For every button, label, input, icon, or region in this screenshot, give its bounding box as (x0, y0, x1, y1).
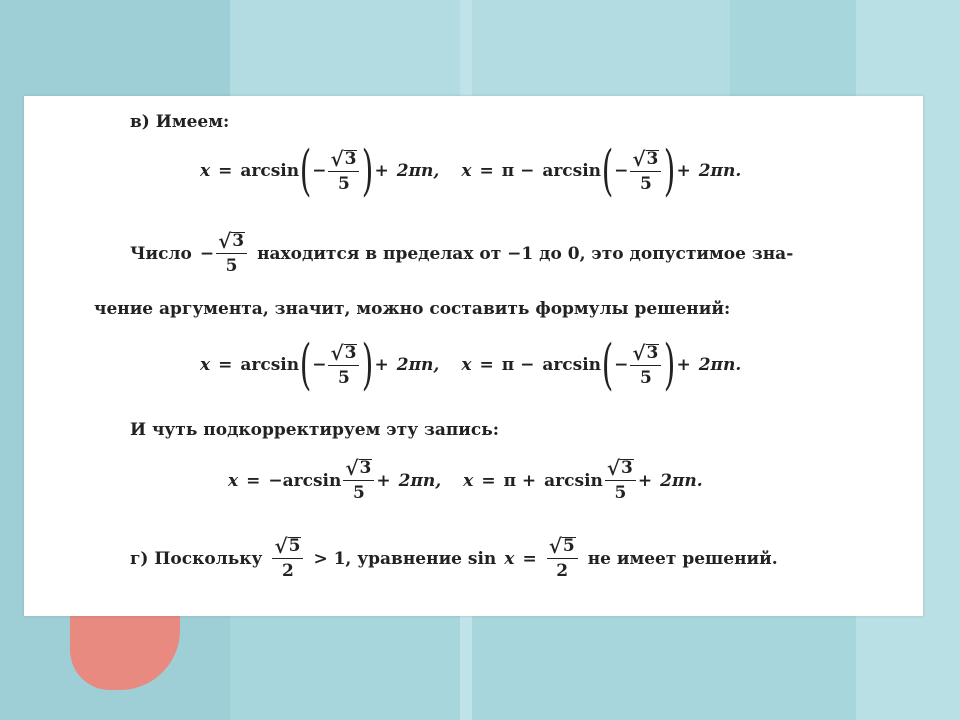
arcsin-fn: arcsin (240, 355, 300, 375)
left-paren: ( (299, 333, 312, 396)
eq-sign: = (218, 161, 233, 181)
plus-sign: + (637, 470, 653, 491)
g-gt-text: > 1, уравнение sin (313, 548, 497, 569)
denominator: 5 (338, 173, 350, 194)
arcsin-fn: arcsin (240, 161, 300, 181)
minus-sign: − (312, 355, 327, 375)
fraction-sqrt3-over-5: √ 3 5 (328, 343, 359, 388)
g-label: г) Поскольку (130, 548, 263, 569)
right-paren: ) (664, 139, 676, 202)
denominator: 2 (556, 561, 569, 581)
radicand: 5 (288, 536, 301, 557)
eq-sign: = (246, 470, 261, 491)
document-page (24, 96, 923, 616)
right-paren: ) (362, 139, 374, 202)
radicand: 3 (344, 148, 357, 169)
arcsin-fn: arcsin (542, 355, 602, 375)
eq-sign: = (479, 161, 494, 181)
left-paren: ( (601, 139, 614, 202)
plus-sign: + (676, 161, 691, 181)
var-x: x (200, 355, 211, 375)
var-x: x (461, 161, 472, 181)
pi-plus: π + (503, 470, 537, 491)
formula-row-3 (228, 458, 703, 503)
fraction-sqrt3-over-5: √ 3 5 (630, 343, 661, 388)
chislo-word: Число (130, 243, 192, 264)
var-x: x (504, 548, 515, 569)
arcsin-fn: arcsin (544, 470, 603, 491)
eq-sign: = (479, 355, 494, 375)
minus-sign: − (614, 355, 629, 375)
left-paren: ( (601, 333, 614, 396)
radicand: 3 (232, 231, 245, 252)
radicand: 5 (562, 536, 575, 557)
correct-line: И чуть подкорректируем эту запись: (130, 420, 500, 440)
pi-minus: π − (501, 161, 535, 181)
fraction-sqrt3-over-5: √ 3 5 (630, 149, 661, 194)
right-paren: ) (362, 333, 374, 396)
fraction-sqrt5-over-2: √ 5 2 (547, 536, 578, 581)
fraction-sqrt3-over-5: √ 3 5 (605, 458, 636, 503)
plus-sign: + (374, 355, 389, 375)
plus-sign: + (676, 355, 691, 375)
g-no-solutions: не имеет решений. (587, 548, 778, 569)
minus-sign: − (199, 243, 215, 264)
var-x: x (463, 470, 474, 491)
fraction-sqrt3-over-5: √ 3 5 (343, 458, 374, 503)
section-g-line (130, 536, 778, 581)
radicand: 3 (646, 148, 659, 169)
two-pi-n: 2πn. (698, 355, 742, 375)
formula-row-1 (200, 139, 742, 202)
var-x: x (228, 470, 239, 491)
minus-sign: − (614, 161, 629, 181)
radicand: 3 (359, 458, 372, 479)
formula-row-2 (200, 333, 742, 396)
radicand: 3 (646, 342, 659, 363)
radicand: 3 (344, 342, 357, 363)
denominator: 5 (614, 483, 627, 503)
arcsin-fn: arcsin (542, 161, 602, 181)
two-pi-n: 2πn, (396, 161, 440, 181)
two-pi-n: 2πn, (398, 470, 442, 491)
range-line (130, 231, 793, 276)
left-paren: ( (299, 139, 312, 202)
fraction-sqrt3-over-5: √ 3 5 (216, 231, 247, 276)
two-pi-n: 2πn. (698, 161, 742, 181)
section-v-heading: в) Имеем: (130, 112, 230, 132)
eq-sign: = (522, 548, 537, 569)
range-line-2: чение аргумента, значит, можно составить формулы решений: (94, 299, 731, 319)
fraction-sqrt5-over-2: √ 5 2 (272, 536, 303, 581)
two-pi-n: 2πn, (396, 355, 440, 375)
plus-sign: + (376, 470, 391, 491)
denominator: 5 (338, 367, 350, 388)
background-panel-top (230, 0, 730, 96)
eq-sign: = (218, 355, 233, 375)
eq-sign: = (481, 470, 496, 491)
minus-sign: − (312, 161, 327, 181)
radicand: 3 (621, 458, 633, 479)
denominator: 5 (225, 256, 238, 276)
var-x: x (200, 161, 211, 181)
fraction-sqrt3-over-5: √ 3 5 (328, 149, 359, 194)
var-x: x (461, 355, 472, 375)
denominator: 5 (639, 367, 652, 388)
denominator: 5 (639, 173, 652, 194)
denominator: 2 (282, 561, 294, 581)
denominator: 5 (352, 483, 365, 503)
range-text: находится в пределах от −1 до 0, это допустимое зна- (257, 243, 794, 264)
two-pi-n: 2πn. (660, 470, 703, 491)
neg-arcsin-fn: −arcsin (268, 470, 342, 491)
right-paren: ) (664, 333, 676, 396)
plus-sign: + (374, 161, 389, 181)
pi-minus: π − (501, 355, 535, 375)
